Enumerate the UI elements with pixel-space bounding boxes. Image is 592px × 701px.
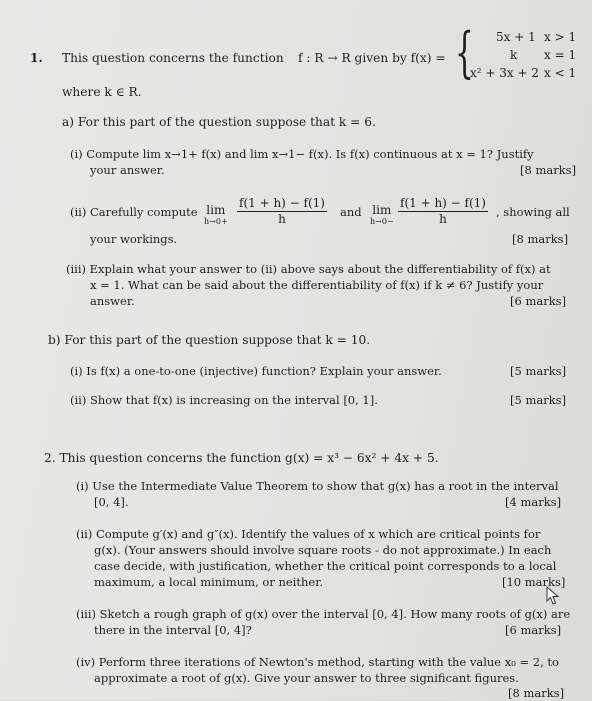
q2-ii-line1: (ii) Compute g′(x) and g″(x). Identify the values of x which are critical points for xyxy=(76,527,541,541)
q2-ii-marks: [10 marks] xyxy=(502,575,566,589)
q1a-ii-marks: [8 marks] xyxy=(512,232,569,246)
q2-ii-line2: g(x). (Your answers should involve square roots - do not approximate.) In each xyxy=(94,543,552,557)
fraction-2-numerator: f(1 + h) − f(1) xyxy=(400,196,486,210)
case-1-expr: 5x + 1 xyxy=(496,30,536,44)
q1a-iii-line2: x = 1. What can be said about the differentiability of f(x) if k ≠ 6? Justify your xyxy=(90,278,544,292)
q1b-i-marks: [5 marks] xyxy=(510,364,567,378)
q1a-ii-limit-1 xyxy=(204,204,228,226)
q1a-ii-fraction-2 xyxy=(398,196,488,227)
q1b-ii-marks: [5 marks] xyxy=(510,393,567,407)
q2-iii-line2: there in the interval [0, 4]? xyxy=(94,623,252,637)
q1a-ii-suffix: , showing all xyxy=(496,205,570,219)
q2-i-line1: (i) Use the Intermediate Value Theorem to show that g(x) has a root in the interval xyxy=(76,479,559,493)
q1b-intro: b) For this part of the question suppose that k = 10. xyxy=(48,333,371,347)
q1a-ii-prefix: (ii) Carefully compute xyxy=(70,205,198,219)
limit-2-text: lim xyxy=(372,203,392,217)
q1a-i-marks: [8 marks] xyxy=(520,163,577,177)
q1-stem-prefix: This question concerns the function xyxy=(62,51,284,65)
fraction-1-denominator: h xyxy=(278,212,286,226)
limit-2-subscript: h→0− xyxy=(370,217,394,226)
case-2-expr: k xyxy=(510,48,518,62)
fraction-2-denominator: h xyxy=(439,212,447,226)
q2-iii-line1: (iii) Sketch a rough graph of g(x) over the interval [0, 4]. How many roots of g(x) are xyxy=(76,607,571,621)
q1a-ii-fraction-1 xyxy=(237,196,327,227)
q2-i-marks: [4 marks] xyxy=(505,495,562,509)
q1a-iii-line3: answer. xyxy=(90,294,135,308)
q1a-i-line2: your answer. xyxy=(90,163,165,177)
mouse-cursor-icon xyxy=(546,586,560,606)
q2-iv-line2: approximate a root of g(x). Give your answer to three significant figures. xyxy=(94,671,519,685)
q1b-i: (i) Is f(x) a one-to-one (injective) function? Explain your answer. xyxy=(70,364,442,378)
q1a-iii-marks: [6 marks] xyxy=(510,294,567,308)
q1a-ii-line2: your workings. xyxy=(90,232,178,246)
piecewise-brace: { xyxy=(455,21,474,84)
q1-number: 1. xyxy=(30,51,43,65)
fraction-1-numerator: f(1 + h) − f(1) xyxy=(239,196,325,210)
q1-where: where k ∈ R. xyxy=(62,85,142,99)
q2-ii-line4: maximum, a local minimum, or neither. xyxy=(94,575,324,589)
case-3-cond: x < 1 xyxy=(544,66,577,80)
limit-1-subscript: h→0+ xyxy=(204,217,228,226)
case-2-cond: x = 1 xyxy=(544,48,577,62)
q2-iv-marks: [8 marks] xyxy=(508,686,565,700)
q1b-ii: (ii) Show that f(x) is increasing on the interval [0, 1]. xyxy=(70,393,378,407)
q2-iv-line1: (iv) Perform three iterations of Newton's method, starting with the value x₀ = 2, to xyxy=(76,655,559,669)
q1a-ii-limit-2 xyxy=(370,204,394,226)
q1-stem-function: f : R → R given by f(x) = xyxy=(298,51,446,65)
q1a-iii-line1: (iii) Explain what your answer to (ii) above says about the differentiability of f(x) at xyxy=(66,262,551,276)
case-1-cond: x > 1 xyxy=(544,30,577,44)
q1a-ii-and: and xyxy=(340,205,362,219)
q2-iii-marks: [6 marks] xyxy=(505,623,562,637)
limit-1-text: lim xyxy=(206,203,226,217)
q1a-intro: a) For this part of the question suppose that k = 6. xyxy=(62,115,376,129)
q1a-i-line1: (i) Compute lim x→1+ f(x) and lim x→1− f(x). Is f(x) continuous at x = 1? Justify xyxy=(70,147,534,161)
q2-ii-line3: case decide, with justification, whether the critical point corresponds to a local xyxy=(94,559,557,573)
q2-i-line2: [0, 4]. xyxy=(94,495,129,509)
q2-stem: 2. This question concerns the function g(x) = x³ − 6x² + 4x + 5. xyxy=(44,451,439,465)
case-3-expr: x² + 3x + 2 xyxy=(470,66,539,80)
